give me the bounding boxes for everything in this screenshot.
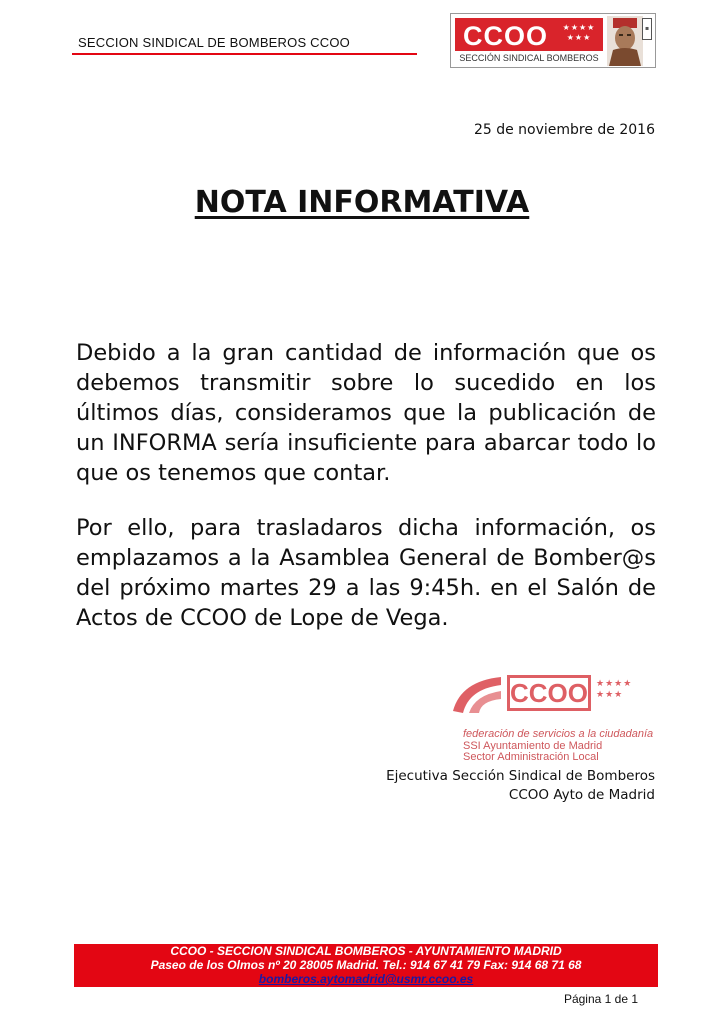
city-crest-icon: ▪ bbox=[642, 18, 652, 40]
stamp-line-2: SSI Ayuntamiento de Madrid bbox=[463, 740, 603, 752]
signature-line-1: Ejecutiva Sección Sindical de Bomberos bbox=[386, 768, 655, 784]
stamp-logo-text: CCOO bbox=[507, 675, 591, 711]
body-paragraph-2: Por ello, para trasladaros dicha información, os emplazamos a la Asamblea General de Bomber@s del próximo martes 29 a las 9:45h. en el Salón de Actos de CCOO de Lope de Vega. bbox=[76, 515, 656, 631]
document-date: 25 de noviembre de 2016 bbox=[473, 122, 655, 138]
union-stamp bbox=[451, 671, 657, 761]
footer-banner bbox=[74, 944, 658, 987]
stamp-stars-icon: ★★★★ ★★★ bbox=[596, 679, 633, 700]
logo-red-band bbox=[455, 18, 603, 51]
logo-stars: ★★★★ ★★★ bbox=[562, 23, 596, 42]
footer-email-link[interactable]: bomberos.aytomadrid@usmr.ccoo.es bbox=[258, 972, 474, 986]
footer-line-1: CCOO - SECCION SINDICAL BOMBEROS - AYUNTAMIENTO MADRID bbox=[170, 944, 562, 958]
signature-line-2: CCOO Ayto de Madrid bbox=[508, 787, 655, 803]
signature-block bbox=[386, 767, 655, 805]
stamp-line-3: Sector Administración Local bbox=[463, 751, 599, 763]
footer-line-2: Paseo de los Olmos nº 20 28005 Madrid. Tel.: 914 67 41 79 Fax: 914 68 71 68 bbox=[150, 958, 582, 972]
logo-subtitle: SECCIÓN SINDICAL BOMBEROS bbox=[459, 53, 599, 63]
page-number: Página 1 de 1 bbox=[563, 992, 638, 1006]
stamp-emblem-icon bbox=[451, 675, 503, 715]
logo-text: CCOO bbox=[463, 21, 548, 51]
stamp-line-1: federación de servicios a la ciudadanía bbox=[463, 728, 654, 740]
document-title: NOTA INFORMATIVA bbox=[194, 185, 530, 220]
firefighter-portrait-icon bbox=[607, 16, 643, 66]
header-divider bbox=[72, 53, 417, 55]
body-paragraph-1: Debido a la gran cantidad de información que os debemos transmitir sobre lo sucedido en los últimos días, consideramos que la publicación de un INFORMA sería insuficiente para abarcar todo lo que os tenemos que contar. bbox=[76, 340, 656, 486]
ccoo-logo bbox=[450, 13, 656, 68]
header-title: SECCION SINDICAL DE BOMBEROS CCOO bbox=[78, 35, 350, 50]
